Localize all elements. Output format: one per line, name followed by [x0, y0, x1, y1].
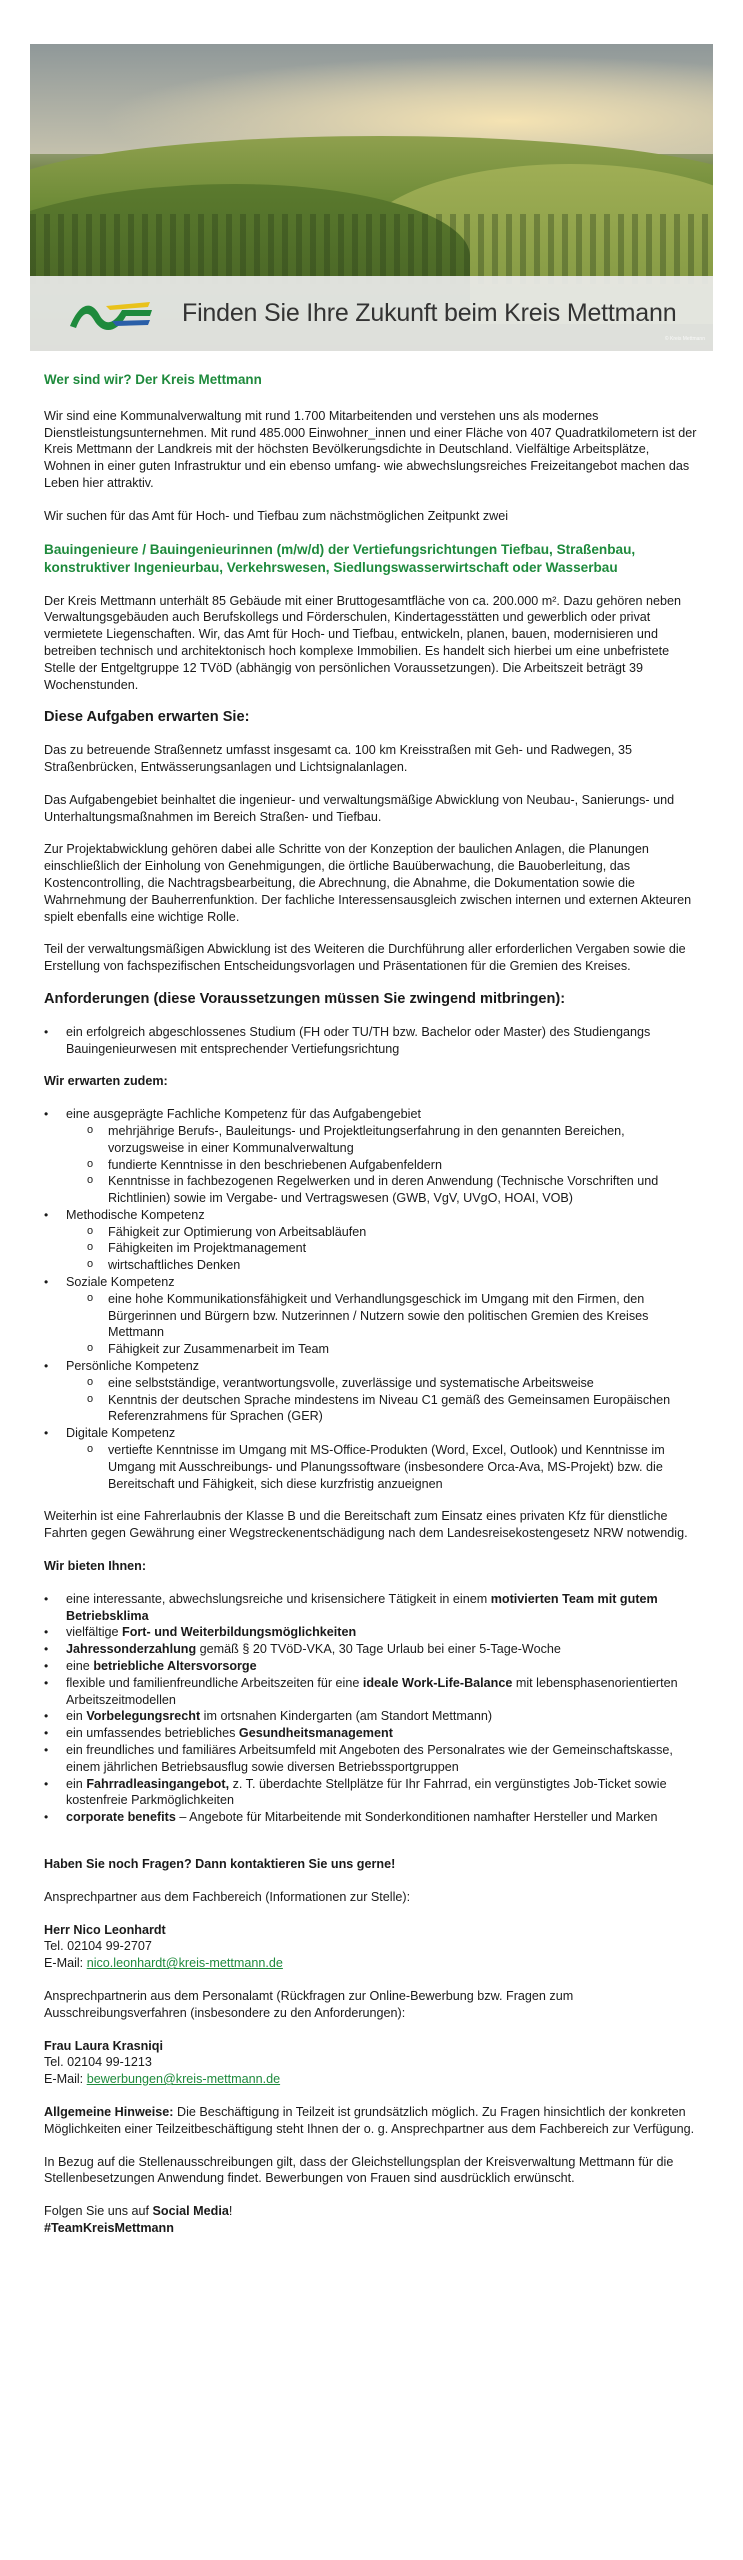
offers-list — [44, 1591, 699, 1826]
kreis-mettmann-logo-icon — [66, 290, 154, 336]
offer-highlight: Vorbelegungsrecht — [86, 1709, 201, 1724]
dept-email-link[interactable]: nico.leonhardt@kreis-mettmann.de — [86, 1956, 283, 1971]
list-item — [65, 1274, 699, 1358]
offer-text: ein umfassendes betriebliches — [66, 1726, 239, 1741]
who-text: Wir sind eine Kommunalverwaltung mit rund 1.700 Mitarbeitenden und verstehen uns als modernes Dienstleistungsunternehmen. Mit rund 485.000 Einwohner_innen und einer Fläche von 407 Quadratkilometern ist der Kreis Mettmann der Landkreis mit der höchsten Bevölkerungsdichte in Deutschland. Vielfältige Arbeitsplätze, Wohnen in einer guten Infrastruktur und ein ebenso umfang- wie abwechslungsreiches Freizeitangebot machen das Leben hier attraktiv. — [44, 408, 697, 490]
social-text: ! — [228, 2204, 233, 2219]
tasks-paragraph: Das zu betreuende Straßennetz umfasst insgesamt ca. 100 km Kreisstraßen mit Geh- und Radwegen, 35 Straßenbrücken, Entwässerungsanlagen und Lichtsignalanlagen. — [44, 743, 633, 774]
contact-heading: Haben Sie noch Fragen? Dann kontaktieren Sie uns gerne! — [44, 1856, 396, 1871]
sub-list-item: o Fähigkeiten im Projektmanagement — [108, 1240, 699, 1257]
department-text: Der Kreis Mettmann unterhält 85 Gebäude mit einer Bruttogesamtfläche von ca. 200.000 m². Dazu gehören neben Verwaltungsgebäuden auch Berufskollegs und Förderschulen, Kindertagesstätten und gewerblich oder privat vermietete Liegenschaften. Wir, das Amt für Hoch- und Tiefbau, entwickeln, planen, bauen, modernisieren und betreiben technisch und architektonisch hoch komplexe Immobilien. Es handelt sich hierbei um eine unbefristete Stelle der Entgeltgruppe 12 TVöD (abhängig von persönlichen Voraussetzungen). Die Arbeitszeit beträgt 39 Wochenstunden. — [44, 593, 682, 692]
list-item: • ein erfolgreich abgeschlossenes Studium (FH oder TU/TH bzw. Bachelor oder Master) des Studiengangs Bauingenieurwesen mit entsprechender Vertiefungsrichtung — [65, 1024, 699, 1058]
requirements-heading: Anforderungen (diese Voraussetzungen müssen Sie zwingend mitbringen): — [44, 990, 566, 1007]
group-label: Digitale Kompetenz — [66, 1426, 176, 1441]
offer-text: gemäß § 20 TVöD-VKA, 30 Tage Urlaub bei einer 5-Tage-Woche — [196, 1642, 561, 1657]
tasks-paragraph: Teil der verwaltungsmäßigen Abwicklung ist des Weiteren die Durchführung aller erforderlichen Vergaben sowie die Erstellung von fachspezifischen Entscheidungsvorlagen und Präsentationen für die Gremien des Kreises. — [44, 942, 686, 974]
sub-list-item: o Fähigkeit zur Zusammenarbeit im Team — [108, 1341, 699, 1358]
offer-highlight: Fort- und Weiterbildungsmöglichkeiten — [122, 1625, 357, 1640]
offer-highlight: Jahressonderzahlung — [66, 1642, 197, 1657]
sub-list — [66, 1224, 699, 1274]
offer-highlight: corporate benefits — [66, 1810, 176, 1825]
sub-list-item: o wirtschaftliches Denken — [108, 1257, 699, 1274]
photo-credit: © Kreis Mettmann — [664, 336, 705, 342]
contact-dept-name: Herr Nico Leonhardt — [44, 1922, 166, 1937]
hero-tree-line — [30, 214, 713, 284]
group-label: Methodische Kompetenz — [66, 1207, 205, 1222]
general-notes-text: Die Beschäftigung in Teilzeit ist grundsätzlich möglich. Zu Fragen hinsichtlich der konkreten Möglichkeiten einer Teilzeitbeschäftigung steht Ihnen der o. g. Ansprechpartner aus dem Fachbereich zur Verfügung. — [44, 2104, 695, 2136]
expectations-list — [44, 1106, 699, 1492]
social-highlight: Social Media — [152, 2204, 229, 2219]
offer-text: ein — [66, 1709, 87, 1724]
hashtag: #TeamKreisMettmann — [44, 2220, 174, 2235]
sub-list-item: o Kenntnis der deutschen Sprache mindestens im Niveau C1 gemäß des Gemeinsamen Europäischen Referenzrahmens für Sprachen (GER) — [108, 1392, 699, 1426]
offers-heading: Wir bieten Ihnen: — [44, 1559, 147, 1574]
contact-dept-phone: Tel. 02104 99-2707 — [44, 1939, 152, 1954]
list-item — [65, 1809, 699, 1826]
group-label: Persönliche Kompetenz — [66, 1359, 200, 1374]
list-item — [65, 1675, 699, 1709]
list-item — [65, 1776, 699, 1810]
contact-dept-email-line — [44, 1955, 699, 1972]
sub-list-item: o Kenntnisse in fachbezogenen Regelwerken und in deren Anwendung (Technische Vorschriften und Richtlinien) sowie im Vergabe- und Vertragswesen (GWB, VgV, UVgO, HOAI, VOB) — [108, 1173, 699, 1207]
offer-text: mit lebensphasenorientierten Arbeitszeitmodellen — [66, 1675, 678, 1707]
offer-highlight: Gesundheitsmanagement — [238, 1726, 393, 1741]
list-item — [65, 1591, 699, 1625]
equality-notes: In Bezug auf die Stellenausschreibungen gilt, dass der Gleichstellungsplan der Kreisverwaltung Mettmann für die Stellenbesetzungen Anwendung findet. Bewerbungen von Frauen sind ausdrücklich erwünscht. — [44, 2154, 674, 2186]
list-item — [65, 1207, 699, 1274]
email-label: E-Mail: — [44, 1956, 87, 1971]
search-text: Wir suchen für das Amt für Hoch- und Tiefbau zum nächstmöglichen Zeitpunkt zwei — [44, 508, 509, 523]
who-heading: Wer sind wir? Der Kreis Mettmann — [44, 372, 262, 387]
sub-list-item: o mehrjährige Berufs-, Bauleitungs- und Projektleitungserfahrung in den genannten Bereichen, vorzugsweise in einer Kommunalverwaltung — [108, 1123, 699, 1157]
general-notes-label: Allgemeine Hinweise: — [44, 2104, 174, 2119]
tasks-heading: Diese Aufgaben erwarten Sie: — [44, 709, 250, 726]
offer-highlight: betriebliche Altersvorsorge — [93, 1659, 257, 1674]
sub-list-item: o fundierte Kenntnisse in den beschriebenen Aufgabenfeldern — [108, 1157, 699, 1174]
expectations-heading: Wir erwarten zudem: — [44, 1074, 168, 1089]
list-item — [65, 1641, 699, 1658]
sub-list-item: o Fähigkeit zur Optimierung von Arbeitsabläufen — [108, 1224, 699, 1241]
list-item — [65, 1658, 699, 1675]
contact-hr-phone: Tel. 02104 99-1213 — [44, 2055, 152, 2070]
requirements-list — [44, 1024, 699, 1058]
list-item — [65, 1708, 699, 1725]
list-item — [65, 1725, 699, 1742]
general-notes — [44, 2104, 699, 2138]
group-label: eine ausgeprägte Fachliche Kompetenz für das Aufgabengebiet — [66, 1107, 421, 1122]
offer-highlight: ideale Work-Life-Balance — [362, 1675, 513, 1690]
list-item — [65, 1106, 699, 1207]
social-text: Folgen Sie uns auf — [44, 2204, 153, 2219]
offer-text: eine interessante, abwechslungsreiche und krisensichere Tätigkeit in einem — [66, 1591, 491, 1606]
sub-list-item: o eine selbstständige, verantwortungsvolle, zuverlässige und systematische Arbeitsweise — [108, 1375, 699, 1392]
contact-hr-email-line — [44, 2071, 699, 2088]
sub-list — [66, 1442, 699, 1492]
email-label: E-Mail: — [44, 2072, 87, 2087]
contact-dept-intro: Ansprechpartner aus dem Fachbereich (Informationen zur Stelle): — [44, 1889, 411, 1904]
offer-highlight: Fahrradleasingangebot, — [86, 1776, 230, 1791]
offer-text: ein — [66, 1776, 87, 1791]
sub-list-item: o eine hohe Kommunikationsfähigkeit und Verhandlungsgeschick im Umgang mit den Firmen, den Bürgerinnen und Bürgern bzw. Nutzerinnen / Nutzern sowie den politischen Gremien des Kreises Mettmann — [108, 1291, 699, 1341]
hero-slogan: Finden Sie Ihre Zukunft beim Kreis Mettmann — [182, 299, 677, 327]
list-item — [65, 1358, 699, 1425]
job-posting-content — [44, 372, 699, 2237]
social-media-line — [44, 2203, 699, 2220]
sub-list — [66, 1291, 699, 1358]
tasks-paragraph: Das Aufgabengebiet beinhaltet die ingenieur- und verwaltungsmäßige Abwicklung von Neubau-, Sanierungs- und Unterhaltungsmaßnahmen im Bereich Straßen- und Tiefbau. — [44, 792, 675, 824]
hr-email-link[interactable]: bewerbungen@kreis-mettmann.de — [86, 2072, 281, 2087]
job-title: Bauingenieure / Bauingenieurinnen (m/w/d) der Vertiefungsrichtungen Tiefbau, Straßenbau, konstruktiver Ingenieurbau, Verkehrswesen, Siedlungswasserwirtschaft oder Wasserbau — [44, 541, 636, 575]
contact-hr-intro: Ansprechpartnerin aus dem Personalamt (Rückfragen zur Online-Bewerbung bzw. Fragen zum Ausschreibungsverfahren (insbesondere zu den Anforderungen): — [44, 1988, 574, 2020]
offer-highlight: motivierten Team mit gutem Betriebsklima — [66, 1591, 658, 1623]
group-label: Soziale Kompetenz — [66, 1275, 175, 1290]
list-item — [65, 1425, 699, 1492]
list-item — [65, 1624, 699, 1641]
offer-text: z. T. überdachte Stellplätze für Ihr Fahrrad, ein vergünstigtes Job-Ticket sowie kostenfreie Parkmöglichkeiten — [66, 1776, 667, 1808]
offer-text: im ortsnahen Kindergarten (am Standort Mettmann) — [200, 1709, 493, 1724]
contact-hr-name: Frau Laura Krasniqi — [44, 2038, 163, 2053]
sub-list-item: o vertiefte Kenntnisse im Umgang mit MS-Office-Produkten (Word, Excel, Outlook) und Kenntnisse im Umgang mit Ausschreibungs- und Planungssoftware (insbesondere Orca-Ava, MS-Projekt) bzw. die Bereitschaft und Fähigkeit, sich diese kurzfristig anzueignen — [108, 1442, 699, 1492]
offer-text: vielfältige — [66, 1625, 123, 1640]
offer-text: flexible und familienfreundliche Arbeitszeiten für eine — [66, 1675, 363, 1690]
sub-list — [66, 1123, 699, 1207]
hero-banner-image — [30, 44, 713, 351]
list-item — [65, 1742, 699, 1776]
driving-license-text: Weiterhin ist eine Fahrerlaubnis der Klasse B und die Bereitschaft zum Einsatz eines privaten Kfz für dienstliche Fahrten gegen Gewährung einer Wegstreckenentschädigung nach dem Landesreisekostengesetz NRW notwendig. — [44, 1509, 688, 1541]
sub-list — [66, 1375, 699, 1425]
offer-text: – Angebote für Mitarbeitende mit Sonderkonditionen namhafter Hersteller und Marken — [175, 1810, 658, 1825]
offer-text: eine — [66, 1659, 94, 1674]
offer-text: ein freundliches und familiäres Arbeitsumfeld mit Angeboten des Personalrates wie der Gemeinschaftskasse, einem jährlichen Betriebsausflug sowie diversen Betriebssportgruppen — [66, 1743, 673, 1774]
tasks-paragraph: Zur Projektabwicklung gehören dabei alle Schritte von der Konzeption der baulichen Anlagen, die Planungen einschließlich der Einholung von Genehmigungen, die örtliche Bauüberwachung, die Bauoberleitung, das Kostencontrolling, die Nachtragsbearbeitung, die Abrechnung, die Abnahme, die Dokumentation sowie die Wahrnehmung der Bauherrenfunktion. Der fachliche Interessensausgleich zwischen internen und externen Akteuren spielt ebenfalls eine wichtige Rolle. — [44, 842, 692, 924]
